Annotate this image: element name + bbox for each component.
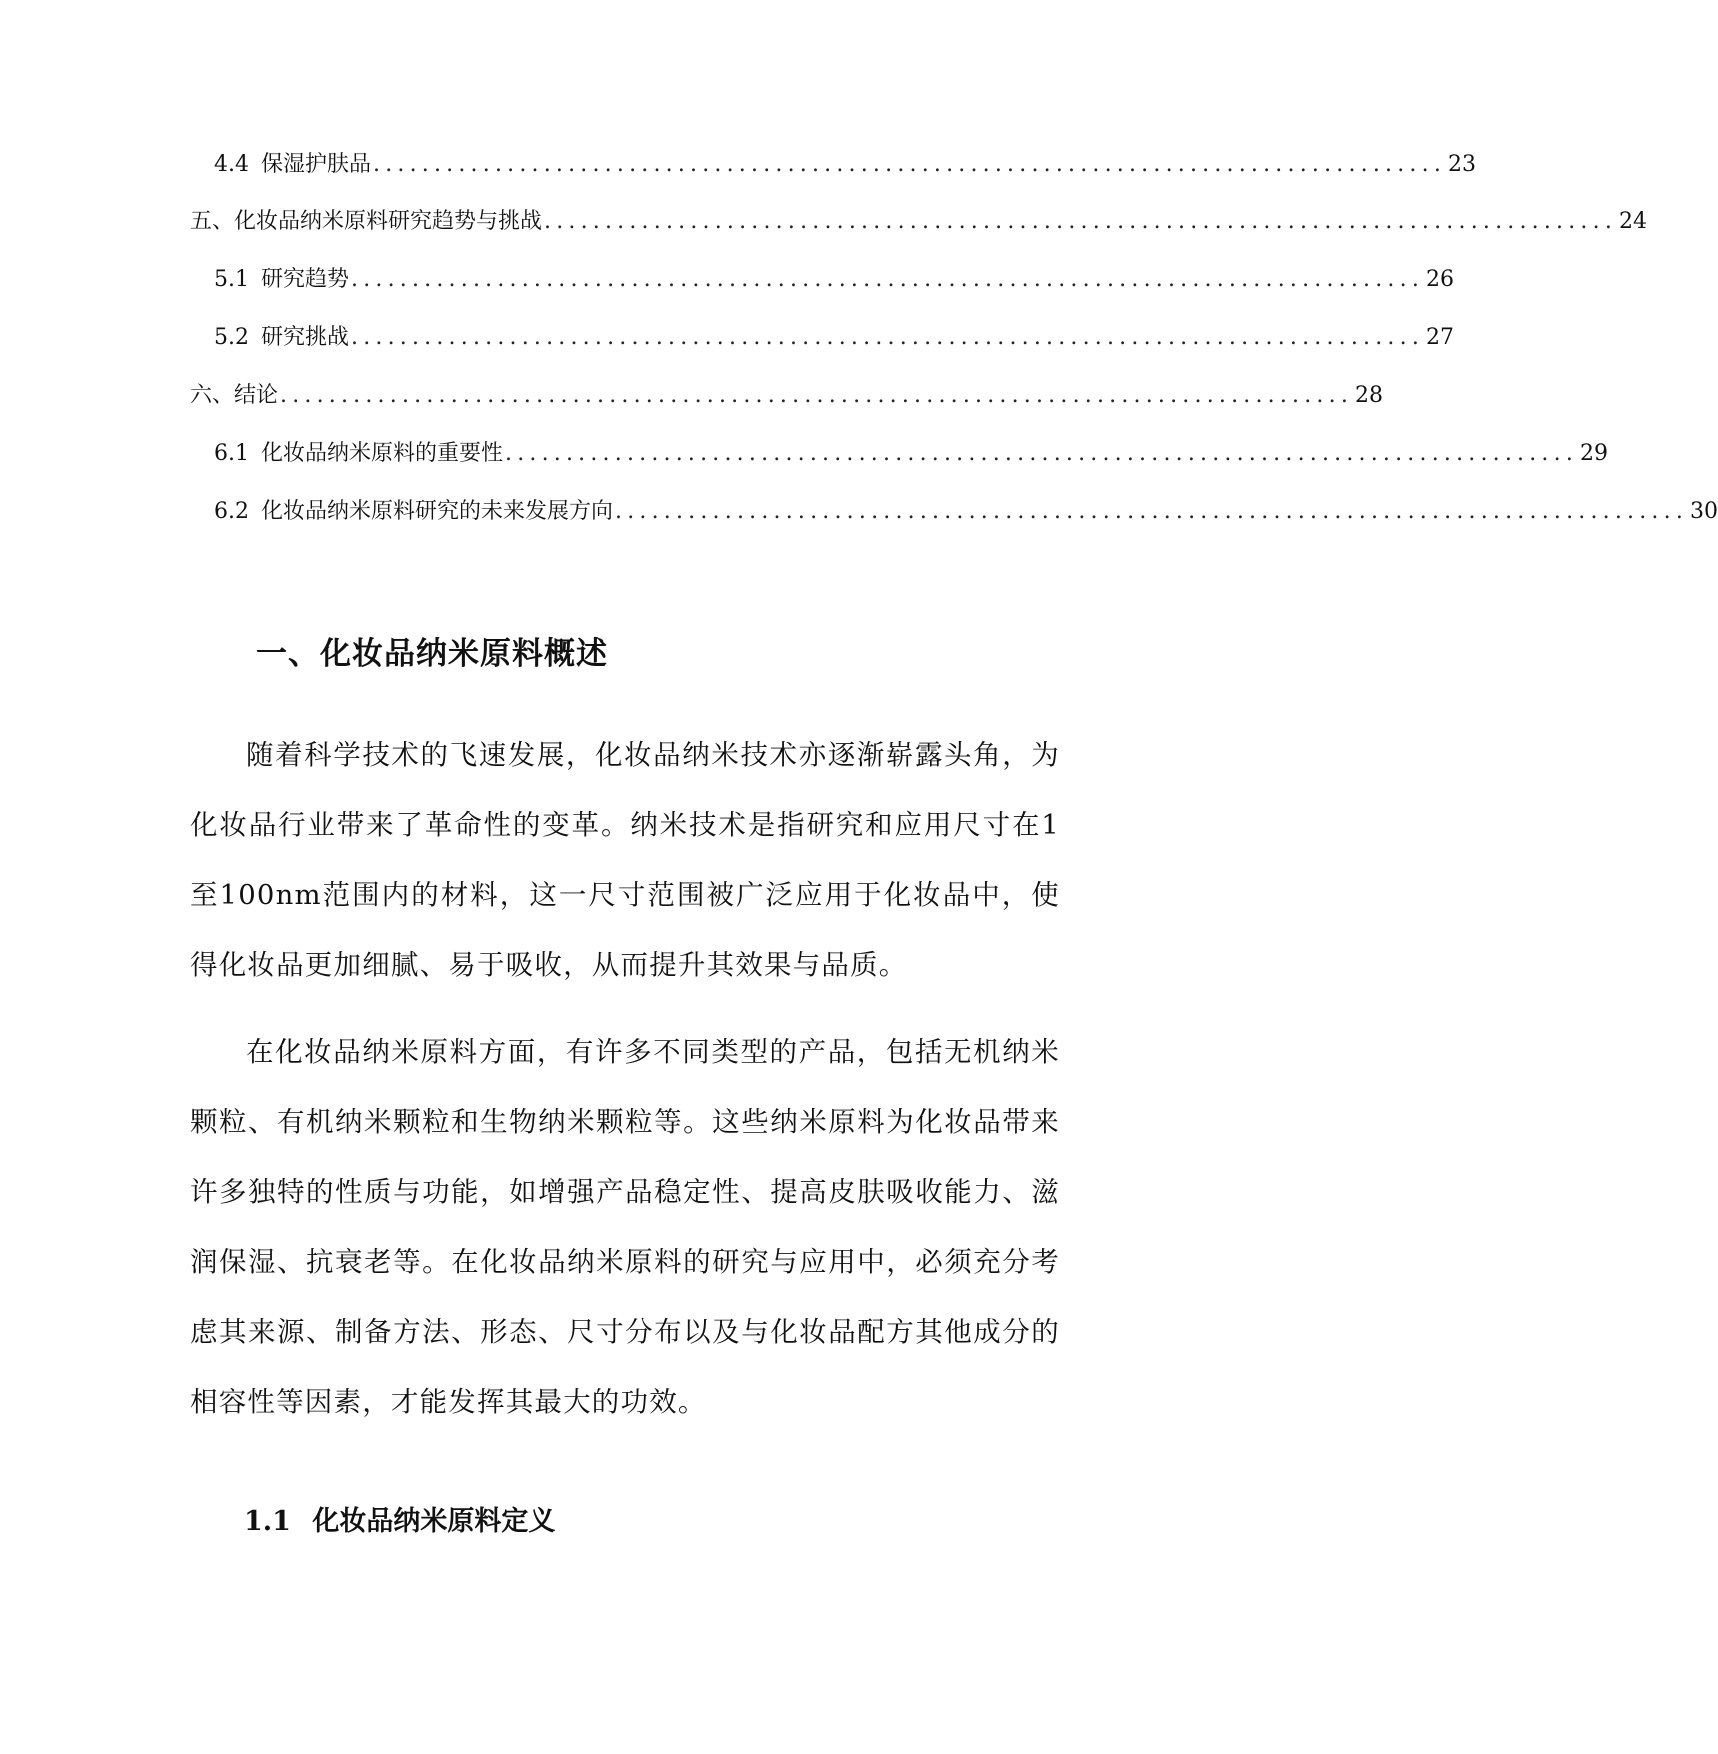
toc-dot-leader: ........................................................................................: [615, 499, 1689, 524]
toc-entry-page: 29: [1580, 441, 1609, 466]
subsection-title: 化妆品纳米原料定义: [312, 1506, 556, 1537]
toc-entry-number: 6.1: [214, 441, 249, 466]
subsection-heading: [244, 1502, 555, 1542]
toc-dot-leader: ........................................................................................: [351, 267, 1425, 292]
section-heading: 一、化妆品纳米原料概述: [256, 636, 608, 672]
toc-entry-number: 6.2: [214, 499, 249, 524]
subsection-number: 1.1: [244, 1506, 291, 1537]
body-paragraph: 在化妆品纳米原料方面，有许多不同类型的产品，包括无机纳米颗粒、有机纳米颗粒和生物纳米颗粒等。这些纳米原料为化妆品带来许多独特的性质与功能，如增强产品稳定性、提高皮肤吸收能力、滋润保湿、抗衰老等。在化妆品纳米原料的研究与应用中，必须充分考虑其来源、制备方法、形态、尺寸分布以及与化妆品配方其他成分的相容性等因素，才能发挥其最大的功效。: [190, 1036, 1060, 1418]
toc-entry-title: 研究趋势: [261, 267, 350, 292]
toc-entry-title: 化妆品纳米原料研究的未来发展方向: [261, 499, 614, 524]
toc-entry-title: 化妆品纳米原料的重要性: [261, 441, 504, 466]
body-paragraph: 随着科学技术的飞速发展，化妆品纳米技术亦逐渐崭露头角，为化妆品行业带来了革命性的变革。纳米技术是指研究和应用尺寸在1至100nm范围内的材料，这一尺寸范围被广泛应用于化妆品中，使得化妆品更加细腻、易于吸收，从而提升其效果与品质。: [190, 739, 1060, 981]
toc-entry-number: 5.1: [214, 267, 249, 292]
toc-entry[interactable]: [190, 205, 1648, 239]
toc-entry-number: 4.4: [214, 152, 249, 177]
toc-entry-page: 26: [1426, 267, 1455, 292]
toc-entry[interactable]: [214, 148, 1477, 182]
toc-entry-title: 保湿护肤品: [261, 152, 372, 177]
toc-entry[interactable]: [214, 321, 1455, 355]
toc-entry-page: 27: [1426, 325, 1455, 350]
toc-dot-leader: ........................................................................................: [505, 441, 1579, 466]
toc-entry[interactable]: [214, 437, 1609, 471]
toc-dot-leader: ........................................................................................: [351, 325, 1425, 350]
toc-entry-title: 五、化妆品纳米原料研究趋势与挑战: [190, 209, 543, 234]
toc-entry-page: 28: [1355, 383, 1384, 408]
toc-dot-leader: ........................................................................................: [280, 383, 1354, 408]
toc-entry-number: 5.2: [214, 325, 249, 350]
toc-entry-page: 30: [1690, 499, 1718, 524]
toc-entry[interactable]: [214, 495, 1718, 529]
toc-entry-page: 23: [1448, 152, 1477, 177]
toc-dot-leader: ........................................................................................: [373, 152, 1447, 177]
toc-entry-page: 24: [1619, 209, 1648, 234]
toc-entry-title: 六、结论: [190, 383, 279, 408]
toc-entry[interactable]: [214, 263, 1455, 297]
toc-entry[interactable]: [190, 379, 1384, 413]
toc-dot-leader: ........................................................................................: [544, 209, 1618, 234]
toc-entry-title: 研究挑战: [261, 325, 350, 350]
